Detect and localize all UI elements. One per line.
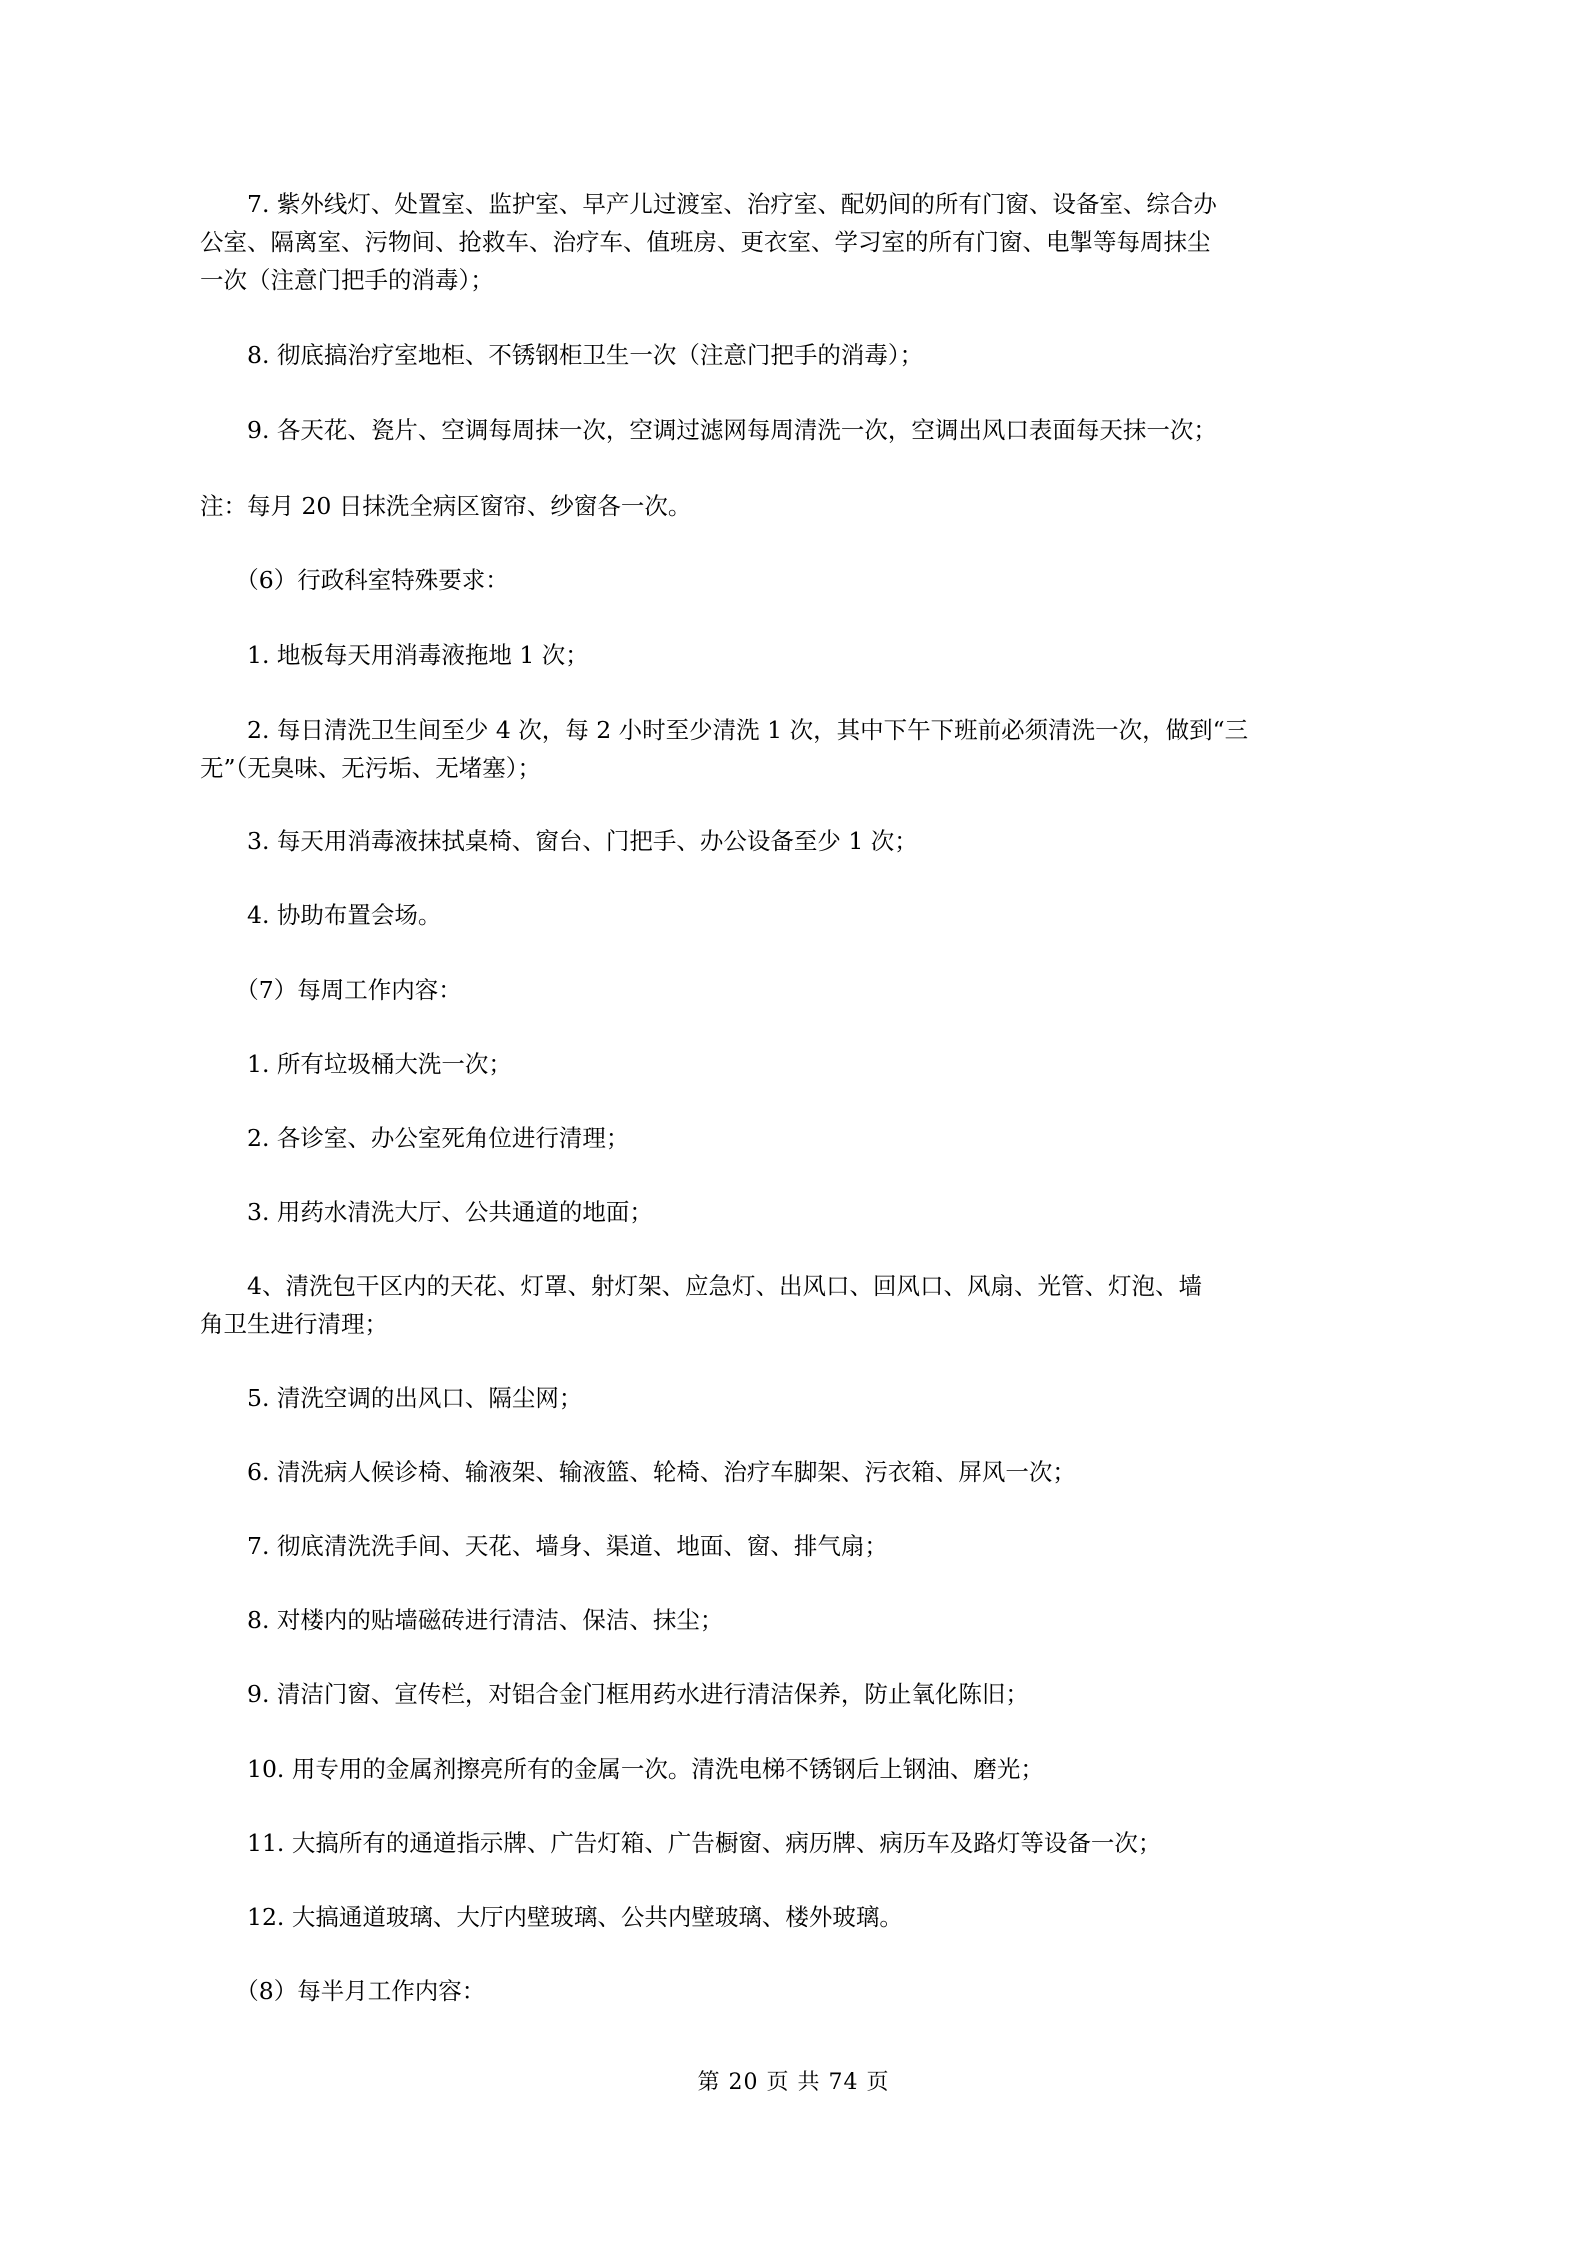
paragraph-weekly-6 bbox=[200, 1453, 1392, 1491]
paragraph-item-8-cabinet bbox=[200, 336, 1392, 374]
text-line: 9. 各天花、瓷片、空调每周抹一次，空调过滤网每周清洗一次，空调出风口表面每天抹一次； bbox=[200, 416, 1217, 444]
text-line: （8）每半月工作内容： bbox=[200, 1977, 486, 2005]
text-line: 4、清洗包干区内的天花、灯罩、射灯架、应急灯、出风口、回风口、风扇、光管、灯泡、墙 bbox=[200, 1272, 1202, 1300]
paragraph-admin-2 bbox=[200, 711, 1392, 787]
paragraph-weekly-2 bbox=[200, 1119, 1392, 1157]
text-line: 公室、隔离室、污物间、抢救车、治疗车、值班房、更衣室、学习室的所有门窗、电掣等每周抹尘 bbox=[200, 228, 1211, 256]
text-line: 无”（无臭味、无污垢、无堵塞）； bbox=[200, 754, 542, 782]
text-line: 11. 大搞所有的通道指示牌、广告灯箱、广告橱窗、病历牌、病历车及路灯等设备一次； bbox=[200, 1829, 1162, 1857]
paragraph-admin-4 bbox=[200, 896, 1392, 934]
paragraph-weekly-12 bbox=[200, 1898, 1392, 1936]
section-heading-7 bbox=[200, 971, 1392, 1009]
section-heading-8 bbox=[200, 1972, 1392, 2010]
text-line: 3. 用药水清洗大厅、公共通道的地面； bbox=[200, 1198, 653, 1226]
paragraph-weekly-5 bbox=[200, 1379, 1392, 1417]
text-line: 2. 每日清洗卫生间至少 4 次，每 2 小时至少清洗 1 次，其中下午下班前必须清洗一次，做到“三 bbox=[200, 716, 1249, 744]
paragraph-admin-1 bbox=[200, 636, 1392, 674]
paragraph-item-9-ceiling bbox=[200, 411, 1392, 449]
text-line: 8. 彻底搞治疗室地柜、不锈钢柜卫生一次（注意门把手的消毒）； bbox=[200, 341, 924, 369]
text-line: 8. 对楼内的贴墙磁砖进行清洁、保洁、抹尘； bbox=[200, 1606, 724, 1634]
text-line: 3. 每天用消毒液抹拭桌椅、窗台、门把手、办公设备至少 1 次； bbox=[200, 827, 918, 855]
page-number-footer: 第 20 页 共 74 页 bbox=[697, 2070, 890, 2095]
text-line: 12. 大搞通道玻璃、大厅内壁玻璃、公共内壁玻璃、楼外玻璃。 bbox=[200, 1903, 903, 1931]
paragraph-weekly-1 bbox=[200, 1045, 1392, 1083]
text-line: 一次（注意门把手的消毒）； bbox=[200, 266, 494, 294]
paragraph-weekly-10 bbox=[200, 1750, 1392, 1788]
paragraph-weekly-3 bbox=[200, 1193, 1392, 1231]
text-line: 1. 地板每天用消毒液拖地 1 次； bbox=[200, 641, 589, 669]
text-line: 2. 各诊室、办公室死角位进行清理； bbox=[200, 1124, 630, 1152]
text-line: 6. 清洗病人候诊椅、输液架、输液篮、轮椅、治疗车脚架、污衣箱、屏风一次； bbox=[200, 1458, 1076, 1486]
text-line: 9. 清洁门窗、宣传栏，对铝合金门框用药水进行清洁保养，防止氧化陈旧； bbox=[200, 1680, 1029, 1708]
text-line: 1. 所有垃圾桶大洗一次； bbox=[200, 1050, 512, 1078]
text-line: 4. 协助布置会场。 bbox=[200, 901, 442, 929]
section-heading-6 bbox=[200, 561, 1392, 599]
text-line: 10. 用专用的金属剂擦亮所有的金属一次。清洗电梯不锈钢后上钢油、磨光； bbox=[200, 1755, 1044, 1783]
text-line: （6）行政科室特殊要求： bbox=[200, 566, 509, 594]
paragraph-weekly-7 bbox=[200, 1527, 1392, 1565]
text-line: （7）每周工作内容： bbox=[200, 976, 462, 1004]
paragraph-item-7-uv-lamp bbox=[200, 185, 1392, 299]
note-curtains bbox=[200, 487, 1392, 525]
text-line: 7. 紫外线灯、处置室、监护室、早产儿过渡室、治疗室、配奶间的所有门窗、设备室、综合办 bbox=[200, 190, 1217, 218]
paragraph-weekly-11 bbox=[200, 1824, 1392, 1862]
paragraph-admin-3 bbox=[200, 822, 1392, 860]
paragraph-weekly-4 bbox=[200, 1267, 1392, 1343]
text-line: 5. 清洗空调的出风口、隔尘网； bbox=[200, 1384, 583, 1412]
paragraph-weekly-9 bbox=[200, 1675, 1392, 1713]
text-line: 角卫生进行清理； bbox=[200, 1310, 388, 1338]
paragraph-weekly-8 bbox=[200, 1601, 1392, 1639]
text-line: 注：每月 20 日抹洗全病区窗帘、纱窗各一次。 bbox=[200, 492, 692, 520]
text-line: 7. 彻底清洗洗手间、天花、墙身、渠道、地面、窗、排气扇； bbox=[200, 1532, 888, 1560]
